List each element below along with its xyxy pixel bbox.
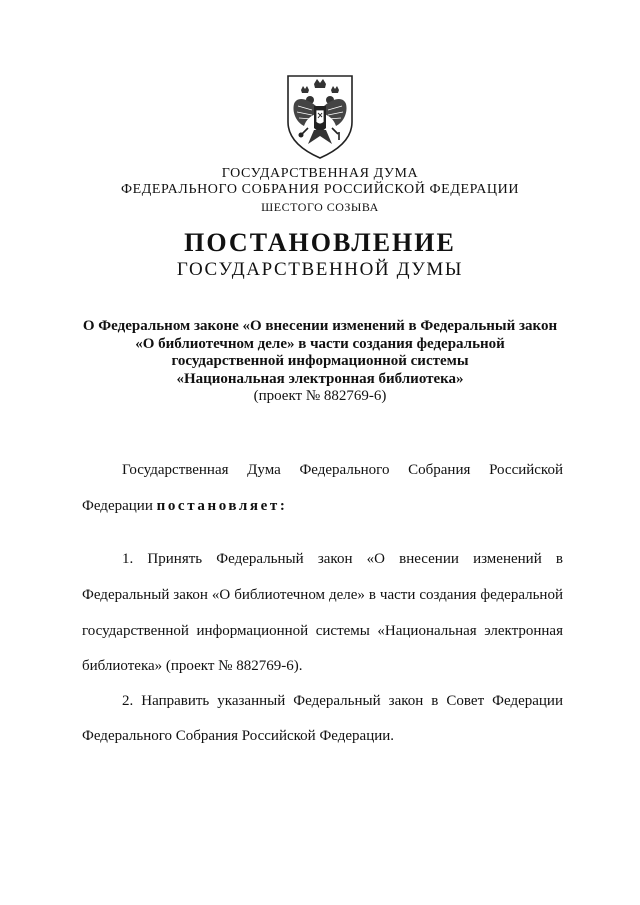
subject-line: «О библиотечном деле» в части создания федеральной [135, 335, 505, 352]
preamble-line: Государственная Дума Федерального Собрания Российской [122, 462, 563, 478]
item-line: Федерального Собрания Российской Федерации. [82, 728, 395, 744]
preamble-decree-word: постановляет: [156, 498, 288, 514]
header-line-duma: ГОСУДАРСТВЕННАЯ ДУМА [221, 166, 419, 181]
item-line: 2. Направить указанный Федеральный закон в Совет Федерации [122, 693, 563, 709]
subject-line: государственной информационной системы [171, 353, 469, 369]
header-line-assembly: ФЕДЕРАЛЬНОГО СОБРАНИЯ РОССИЙСКОЙ ФЕДЕРАЦИИ [120, 182, 520, 197]
preamble-text: Федерации [82, 498, 157, 514]
item-line: Федеральный закон «О библиотечном деле» в части создания федеральной [82, 587, 563, 603]
subject-line: О Федеральном законе «О внесении изменений в Федеральный закон [82, 318, 558, 334]
item-line: государственной информационной системы «Национальная электронная [82, 623, 563, 639]
item-line: библиотека» (проект № 882769-6). [82, 658, 303, 674]
header-line-convocation: ШЕСТОГО СОЗЫВА [261, 200, 379, 214]
preamble-resolves [82, 497, 563, 515]
document-title: ПОСТАНОВЛЕНИЕ [184, 228, 456, 257]
document-subtitle: ГОСУДАРСТВЕННОЙ ДУМЫ [176, 259, 464, 280]
item-line: 1. Принять Федеральный закон «О внесении изменений в [122, 551, 563, 567]
document-subject [0, 318, 640, 406]
subject-line: «Национальная электронная библиотека» [176, 370, 464, 387]
russian-coat-of-arms-icon [274, 70, 366, 162]
subject-project-number: (проект № 882769-6) [253, 388, 387, 404]
